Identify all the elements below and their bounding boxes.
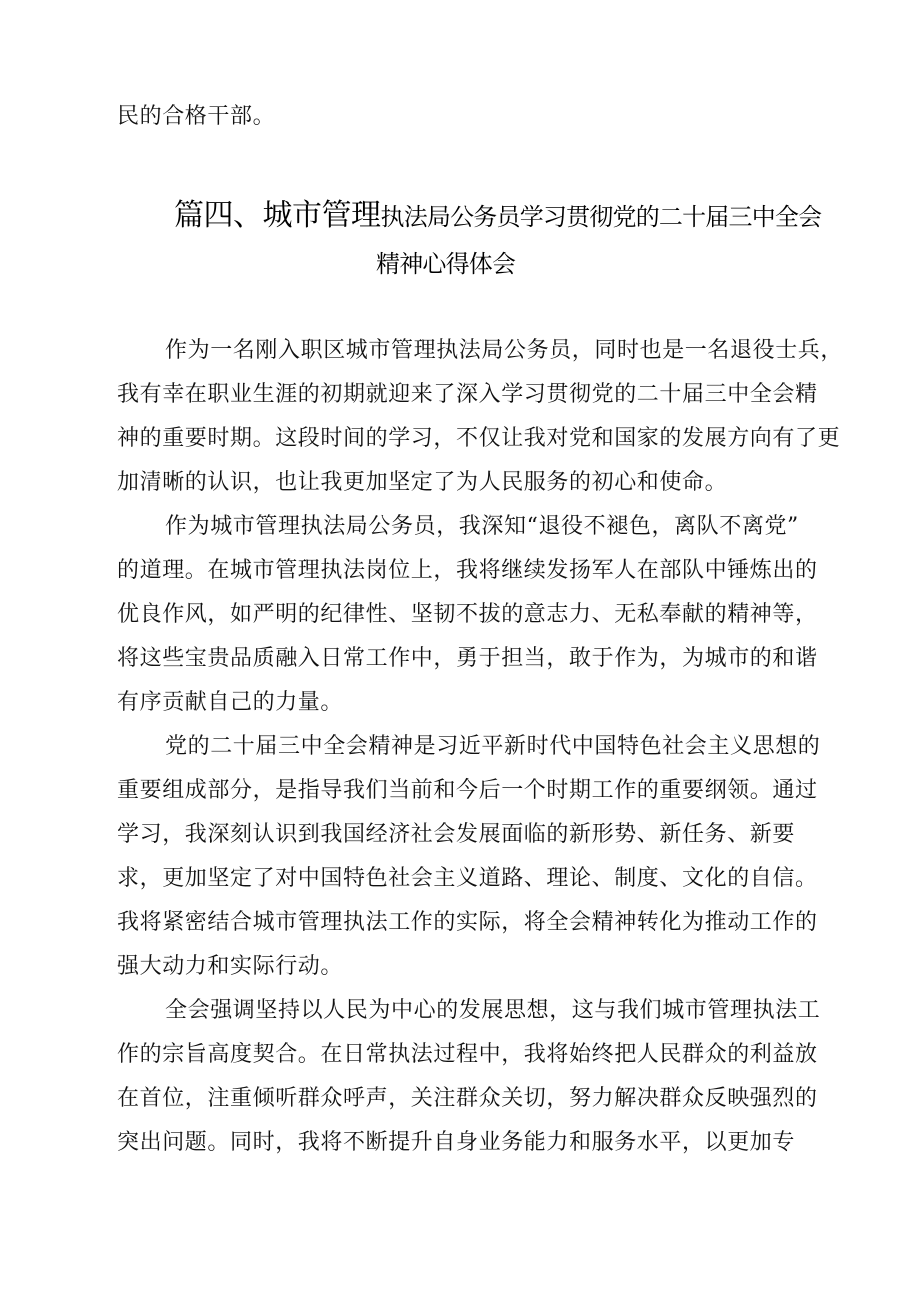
paragraph-2-line-5: 有序贡献自己的力量。 — [117, 690, 344, 715]
paragraph-2-line-2: 的道理。在城市管理执法岗位上，我将继续发扬军人在部队中锤炼出的 — [117, 558, 818, 583]
paragraph-1-line-1: 作为一名刚入职区城市管理执法局公务员，同时也是一名退役士兵， — [165, 338, 844, 363]
paragraph-2-line-3: 优良作风，如严明的纪律性、坚韧不拔的意志力、无私奉献的精神等， — [117, 602, 818, 627]
paragraph-2-line-4: 将这些宝贵品质融入日常工作中，勇于担当，敢于作为，为城市的和谐 — [117, 646, 818, 671]
section-title-rest: 执法局公务员学习贯彻党的二十届三中全会 — [380, 203, 822, 231]
section-title — [174, 190, 821, 234]
paragraph-4-line-4: 突出问题。同时，我将不断提升自身业务能力和服务水平，以更加专 — [117, 1130, 796, 1155]
paragraph-3-line-1: 党的二十届三中全会精神是习近平新时代中国特色社会主义思想的 — [165, 734, 821, 759]
paragraph-4-line-2: 作的宗旨高度契合。在日常执法过程中，我将始终把人民群众的利益放 — [117, 1042, 818, 1067]
section-title-main: 篇四、城市管理 — [174, 198, 381, 233]
paragraph-1-line-2: 我有幸在职业生涯的初期就迎来了深入学习贯彻党的二十届三中全会精 — [117, 382, 818, 407]
section-title-line2: 精神心得体会 — [376, 250, 516, 278]
paragraph-3-line-6: 强大动力和实际行动。 — [117, 954, 344, 979]
paragraph-1-line-3: 神的重要时期。这段时间的学习，不仅让我对党和国家的发展方向有了更 — [117, 426, 841, 451]
paragraph-4-line-1: 全会强调坚持以人民为中心的发展思想，这与我们城市管理执法工 — [165, 998, 821, 1023]
paragraph-1-line-4: 加清晰的认识，也让我更加坚定了为人民服务的初心和使命。 — [117, 470, 728, 495]
paragraph-3-line-4: 求，更加坚定了对中国特色社会主义道路、理论、制度、文化的自信。 — [117, 866, 818, 891]
paragraph-4-line-3: 在首位，注重倾听群众呼声，关注群众关切，努力解决群众反映强烈的 — [117, 1086, 818, 1111]
continued-text-line: 民的合格干部。 — [117, 104, 276, 129]
paragraph-3-line-5: 我将紧密结合城市管理执法工作的实际，将全会精神转化为推动工作的 — [117, 910, 818, 935]
paragraph-3-line-3: 学习，我深刻认识到我国经济社会发展面临的新形势、新任务、新要 — [117, 822, 796, 847]
paragraph-2-line-1: 作为城市管理执法局公务员，我深知“退役不褪色，离队不离党” — [165, 514, 799, 539]
paragraph-3-line-2: 重要组成部分，是指导我们当前和今后一个时期工作的重要纲领。通过 — [117, 778, 818, 803]
